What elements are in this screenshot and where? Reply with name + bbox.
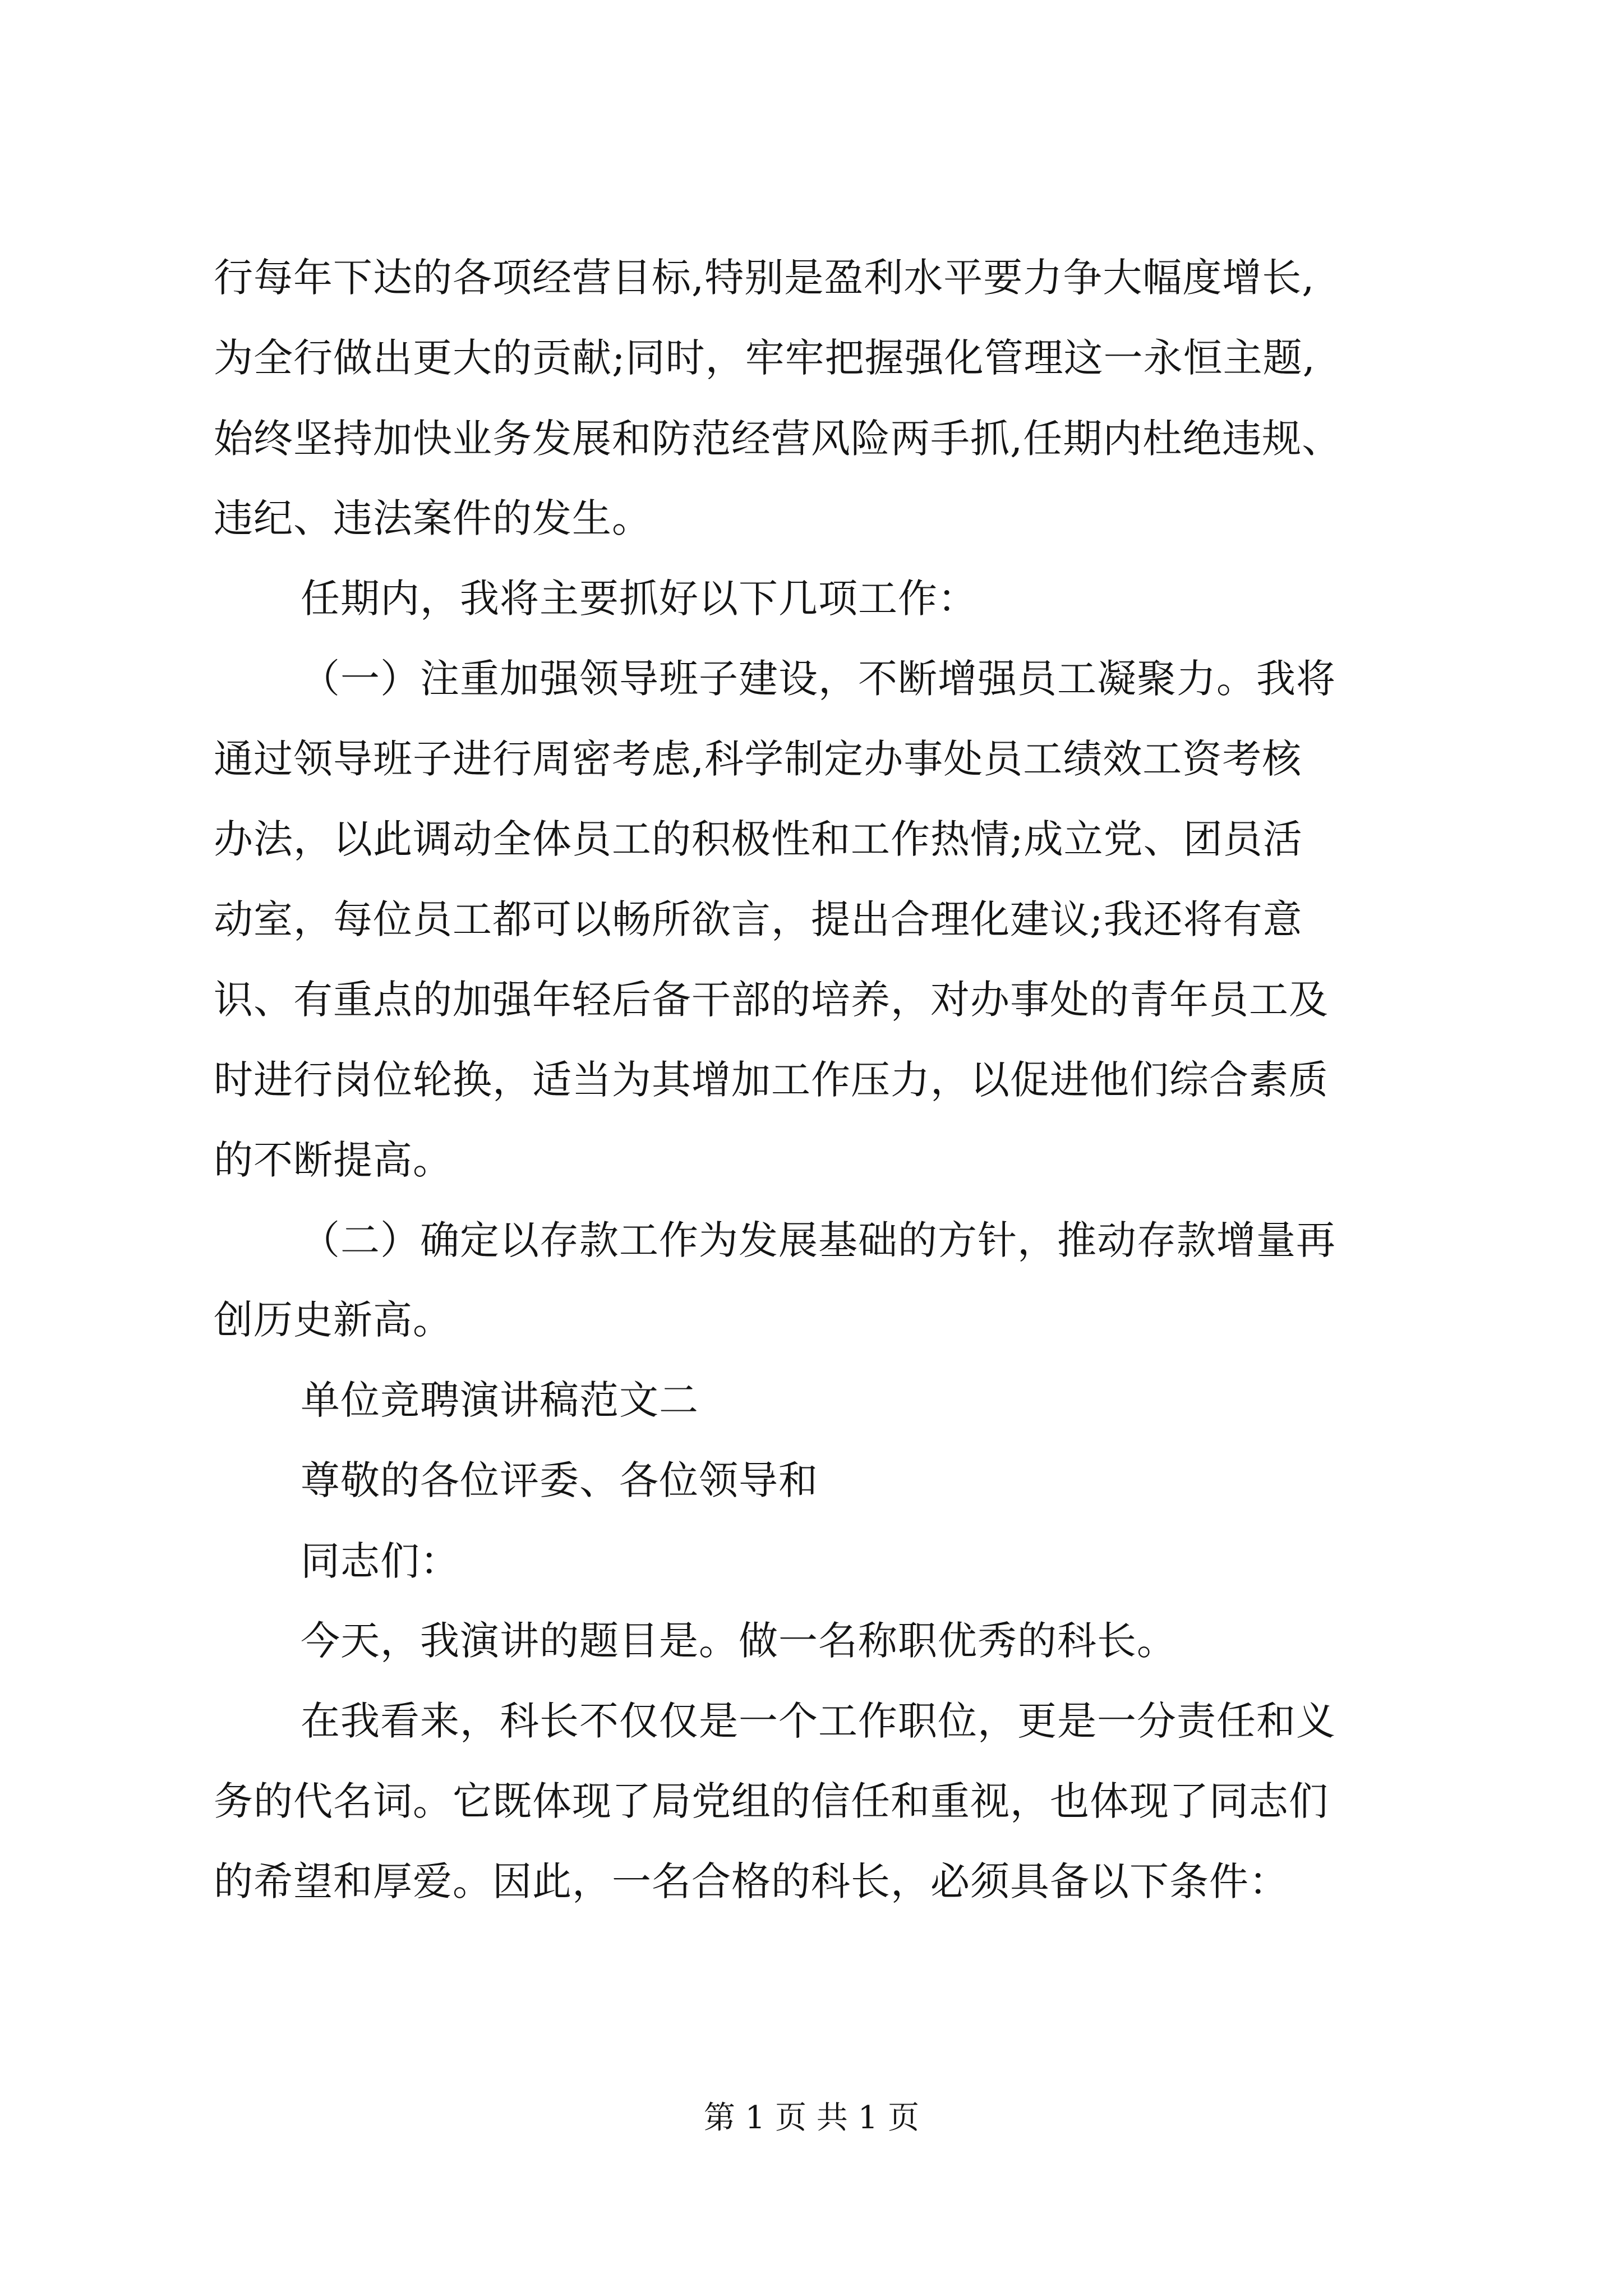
text-line: 在我看来，科长不仅仅是一个工作职位，更是一分责任和义 [301,1698,1336,1744]
text-line: 今天，我演讲的题目是。做一名称职优秀的科长。 [301,1618,1177,1664]
text-line: 始终坚持加快业务发展和防范经营风险两手抓,任期内杜绝违规、 [214,416,1342,462]
text-line: 务的代名词。它既体现了局党组的信任和重视，也体现了同志们 [214,1778,1329,1824]
text-line: 行每年下达的各项经营目标,特别是盈利水平要力争大幅度增长, [214,255,1315,301]
section-title: 单位竞聘演讲稿范文二 [301,1377,699,1423]
text-line: 的希望和厚爱。因此，一名合格的科长，必须具备以下条件： [214,1858,1289,1904]
text-line: 办法，以此调动全体员工的积极性和工作热情;成立党、团员活 [214,816,1303,862]
text-line: 通过领导班子进行周密考虑,科学制定办事处员工绩效工资考核 [214,736,1302,782]
salutation: 同志们： [301,1538,460,1584]
text-line: 创历史新高。 [214,1297,453,1343]
text-line: 识、有重点的加强年轻后备干部的培养，对办事处的青年员工及 [214,977,1329,1023]
text-line: 违纪、违法案件的发生。 [214,495,652,541]
text-line: 为全行做出更大的贡献;同时，牢牢把握强化管理这一永恒主题, [214,335,1316,381]
text-line: 动室，每位员工都可以畅所欲言，提出合理化建议;我还将有意 [214,896,1303,942]
text-line: 时进行岗位轮换，适当为其增加工作压力，以促进他们综合素质 [214,1057,1329,1103]
text-line: （二）确定以存款工作为发展基础的方针，推动存款增量再 [301,1217,1336,1263]
text-line: 的不断提高。 [214,1137,453,1183]
text-line: 任期内，我将主要抓好以下几项工作： [301,576,978,622]
page-number-footer: 第 1 页 共 1 页 [703,2100,920,2136]
text-line: （一）注重加强领导班子建设，不断增强员工凝聚力。我将 [301,656,1336,702]
salutation: 尊敬的各位评委、各位领导和 [301,1457,818,1503]
